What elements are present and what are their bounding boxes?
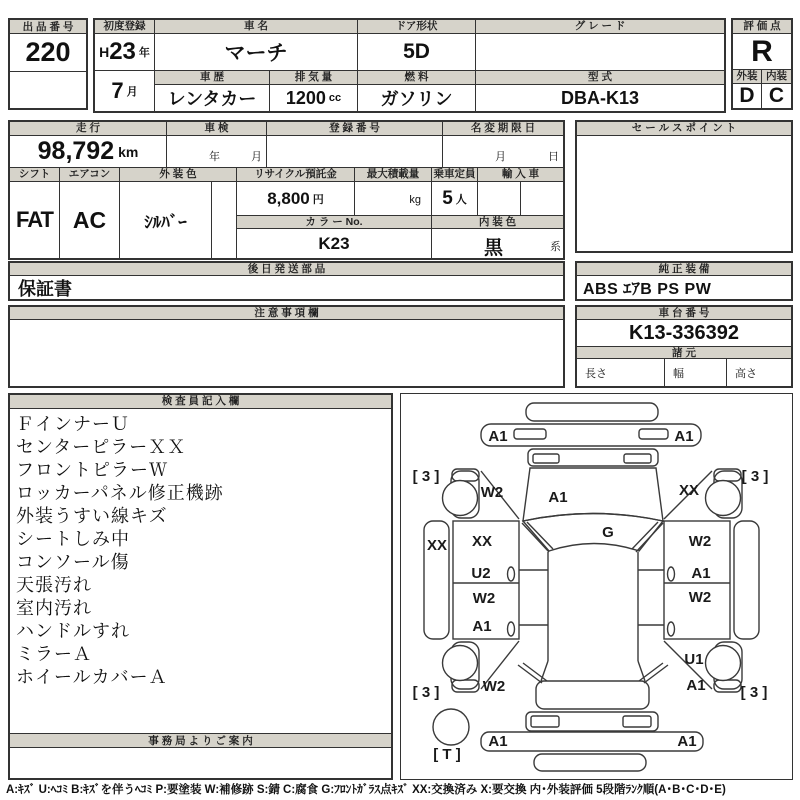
damage-label: A1: [488, 428, 508, 445]
interior-grade-label: 内装: [762, 70, 791, 84]
chassis-label: 車 台 番 号: [577, 307, 791, 320]
lot-number-label: 出 品 番 号: [10, 20, 86, 34]
inspection-note: ＦインナーＵ: [16, 414, 130, 434]
name-change-day-unit: 日: [548, 151, 559, 163]
first-reg-month-unit: 月: [126, 86, 138, 98]
equipment-label: 純 正 装 備: [577, 263, 791, 276]
name-change-month-unit: 月: [495, 151, 506, 163]
shaken-year-unit: 年: [209, 151, 220, 163]
right-sill: [734, 521, 759, 639]
chassis-value: K13-336392: [628, 321, 740, 344]
first-reg-year: 23: [109, 38, 136, 65]
displacement-unit: cc: [328, 92, 342, 104]
grade-value: [476, 34, 724, 71]
displacement-label: 排 気 量: [270, 71, 358, 85]
inspection-note: 天張汚れ: [16, 575, 92, 595]
inspection-note: ホイールカバーＡ: [16, 667, 168, 687]
damage-label: W2: [482, 678, 506, 695]
fuel-value: ガソリン: [358, 85, 476, 111]
shift-value: FAT: [10, 182, 60, 258]
rear-bottom-strip: [534, 754, 646, 771]
inspection-note: シートしみ中: [16, 529, 130, 549]
rear-tab-left: [452, 680, 479, 692]
caution-value: [10, 320, 563, 386]
mileage-label: 走 行: [10, 122, 167, 136]
damage-label: [ T ]: [433, 746, 461, 763]
grade-label: グ レ ー ド: [476, 20, 724, 34]
damage-label: A1: [691, 565, 711, 582]
model-code-value: DBA-K13: [560, 87, 639, 108]
damage-label: A1: [686, 677, 706, 694]
exterior-grade-label: 外装: [733, 70, 762, 84]
first-reg-month-value: 7: [111, 78, 124, 103]
color-no-label: カ ラ ー No.: [237, 215, 432, 229]
spec-length: 長さ: [577, 359, 665, 386]
door-shape-label: ドア形状: [358, 20, 476, 34]
usage-table: [8, 120, 565, 260]
inspection-note: フロントピラーＷ: [16, 460, 168, 480]
max-load-unit: kg: [409, 194, 421, 206]
inspector-box: [8, 393, 393, 780]
door-handle-left-rear: [508, 622, 515, 636]
interior-grade-value: C: [768, 84, 785, 107]
door-handle-right-front: [668, 567, 675, 581]
damage-label: XX: [471, 533, 493, 550]
window-sill-lines: [519, 570, 664, 625]
later-parts-box: [8, 261, 565, 301]
recycle-number: 8,800: [267, 188, 310, 208]
shaken-label: 車 検: [167, 122, 267, 136]
hatch-flare-lines: [541, 661, 645, 681]
ext-color-label: 外 装 色: [120, 168, 237, 182]
chassis-spec-box: [575, 305, 793, 388]
inspection-note: ハンドルすれ: [16, 621, 130, 641]
spec-label: 諸 元: [577, 346, 791, 359]
rear-bumper: [481, 732, 703, 751]
caution-label: 注 意 事 項 欄: [10, 307, 563, 320]
int-color-suffix: 系: [550, 241, 561, 253]
roof-sides: [548, 552, 638, 661]
first-reg-year-unit: 年: [138, 47, 150, 59]
damage-label: U1: [684, 651, 704, 668]
capacity-number: 5: [442, 187, 453, 209]
later-parts-label: 後 日 発 送 部 品: [10, 263, 563, 276]
car-damage-diagram: [401, 394, 792, 779]
inspection-note: 外装うすい線キズ: [16, 506, 168, 526]
wheel-front-left: [443, 481, 478, 516]
displacement-value: [270, 85, 358, 111]
aircon-label: エアコン: [60, 168, 120, 182]
score-box: [731, 18, 793, 110]
inspector-notes: [16, 413, 224, 689]
rear-window: [536, 681, 649, 709]
capacity-label: 乗車定員: [432, 168, 478, 182]
inspection-note: ミラーＡ: [16, 644, 92, 664]
legend-line: A:ｷｽﾞ U:ﾍｺﾐ B:ｷｽﾞを伴うﾍｺﾐ P:要塗装 W:補修跡 S:錆 C:腐食 G:ﾌﾛﾝﾄｶﾞﾗｽ点ｷｽﾞ XX:交換済み X:要交換 内･外装評価 5段階ﾗﾝｸ順(A･B･C･D･E): [6, 784, 726, 796]
front-top-strip: [526, 403, 658, 421]
damage-label: A1: [488, 733, 508, 750]
inspection-note: ロッカーパネル修正機跡: [16, 483, 224, 503]
damage-label: W2: [688, 533, 712, 550]
car-name-label: 車 名: [155, 20, 358, 34]
max-load-value: [355, 182, 432, 215]
c-pillar-left: [518, 663, 547, 683]
shift-label: シフト: [10, 168, 60, 182]
wheel-rear-right: [706, 646, 741, 681]
inspection-note: センターピラーＸＸ: [16, 437, 187, 457]
history-label: 車 歴: [155, 71, 270, 85]
first-reg-month: [95, 71, 155, 111]
recycle-unit: 円: [312, 193, 324, 206]
lot-number-empty: [10, 72, 86, 108]
damage-diagram-box: [400, 393, 793, 780]
shaken-month-unit: 月: [251, 151, 262, 163]
import-cell-2: [521, 182, 563, 215]
fuel-label: 燃 料: [358, 71, 476, 85]
damage-label: [ 3 ]: [412, 684, 440, 701]
damage-label: [ 3 ]: [740, 684, 768, 701]
wheel-front-right: [706, 481, 741, 516]
import-label: 輸 入 車: [478, 168, 563, 182]
recycle-value: [237, 182, 355, 215]
import-cell-1: [478, 182, 521, 215]
grille-right: [624, 454, 651, 463]
spec-height: 高さ: [735, 367, 757, 380]
inspection-note: コンソール傷: [16, 552, 130, 572]
sales-point-box: [575, 120, 793, 253]
name-change-label: 名 変 期 限 日: [443, 122, 563, 136]
reg-number-label: 登 録 番 号: [267, 122, 443, 136]
first-reg-value: [95, 34, 155, 71]
shaken-value: [167, 136, 267, 168]
equipment-value: ABS ｴｱB PS PW: [583, 281, 712, 298]
door-handle-left-front: [508, 567, 515, 581]
door-handle-right-rear: [668, 622, 675, 636]
lot-number-box: [8, 18, 88, 110]
reg-number-value: [267, 136, 443, 168]
equipment-box: [575, 261, 793, 301]
int-color-value: [432, 229, 563, 258]
damage-label: W2: [480, 484, 504, 501]
damage-label: A1: [472, 618, 492, 635]
door-shape-value: 5D: [358, 34, 476, 71]
capacity-unit: 人: [455, 193, 467, 206]
headlight-left: [514, 429, 546, 439]
later-parts-value: 保証書: [18, 278, 72, 299]
wheel-rear-left: [443, 646, 478, 681]
ext-color-value: ｼﾙﾊﾞｰ: [120, 182, 212, 258]
score-value: R: [733, 34, 791, 70]
exterior-grade-value: D: [733, 84, 762, 108]
damage-label: W2: [472, 590, 496, 607]
damage-label: U2: [471, 565, 491, 582]
int-color-name: 黒: [484, 238, 504, 258]
c-pillar-right: [639, 663, 668, 683]
taillight-left: [531, 716, 559, 727]
aircon-value: AC: [60, 182, 120, 258]
displacement-number: 1200: [285, 87, 326, 108]
int-color-label: 内 装 色: [432, 215, 563, 229]
office-label: 事 務 局 よ り ご 案 内: [10, 733, 391, 748]
ext-color-sub-cell: [212, 182, 237, 258]
lot-number-value: 220: [10, 34, 86, 72]
capacity-value: [432, 182, 478, 215]
name-change-value: [443, 136, 563, 168]
score-label: 評 価 点: [733, 20, 791, 34]
taillight-right: [623, 716, 651, 727]
headlight-right: [639, 429, 668, 439]
rear-tab-right: [714, 680, 741, 692]
vehicle-info-table: [93, 18, 726, 113]
first-reg-label: 初度登録: [95, 20, 155, 34]
mileage-unit: km: [118, 143, 139, 160]
grille-left: [533, 454, 559, 463]
damage-label: [ 3 ]: [741, 468, 769, 485]
damage-label: A1: [674, 428, 694, 445]
damage-label: A1: [677, 733, 697, 750]
first-reg-era: H: [99, 44, 110, 60]
mileage-number: 98,792: [37, 137, 115, 165]
damage-label: XX: [678, 482, 700, 499]
car-name-value: マーチ: [155, 34, 358, 71]
max-load-label: 最大積載量: [355, 168, 432, 182]
caution-box: [8, 305, 565, 388]
color-no-value: K23: [237, 229, 432, 258]
model-code-label: 型 式: [476, 71, 724, 85]
damage-label: A1: [548, 489, 568, 506]
history-value: レンタカー: [155, 85, 270, 111]
spare-tire: [433, 709, 469, 745]
damage-label: W2: [688, 589, 712, 606]
mileage-value: [10, 136, 167, 168]
recycle-label: リサイクル預託金: [237, 168, 355, 182]
spec-width: 幅: [665, 359, 727, 386]
rear-lights-strip: [526, 712, 658, 731]
inspector-label: 検 査 員 記 入 欄: [10, 395, 391, 409]
sales-point-label: セ ー ル ス ポ イ ン ト: [577, 122, 791, 136]
inspection-note: 室内汚れ: [16, 598, 92, 618]
office-value: [10, 748, 391, 778]
damage-label: XX: [426, 537, 448, 554]
sales-point-value: [577, 136, 791, 251]
damage-label: G: [602, 524, 614, 541]
damage-label: [ 3 ]: [412, 468, 440, 485]
